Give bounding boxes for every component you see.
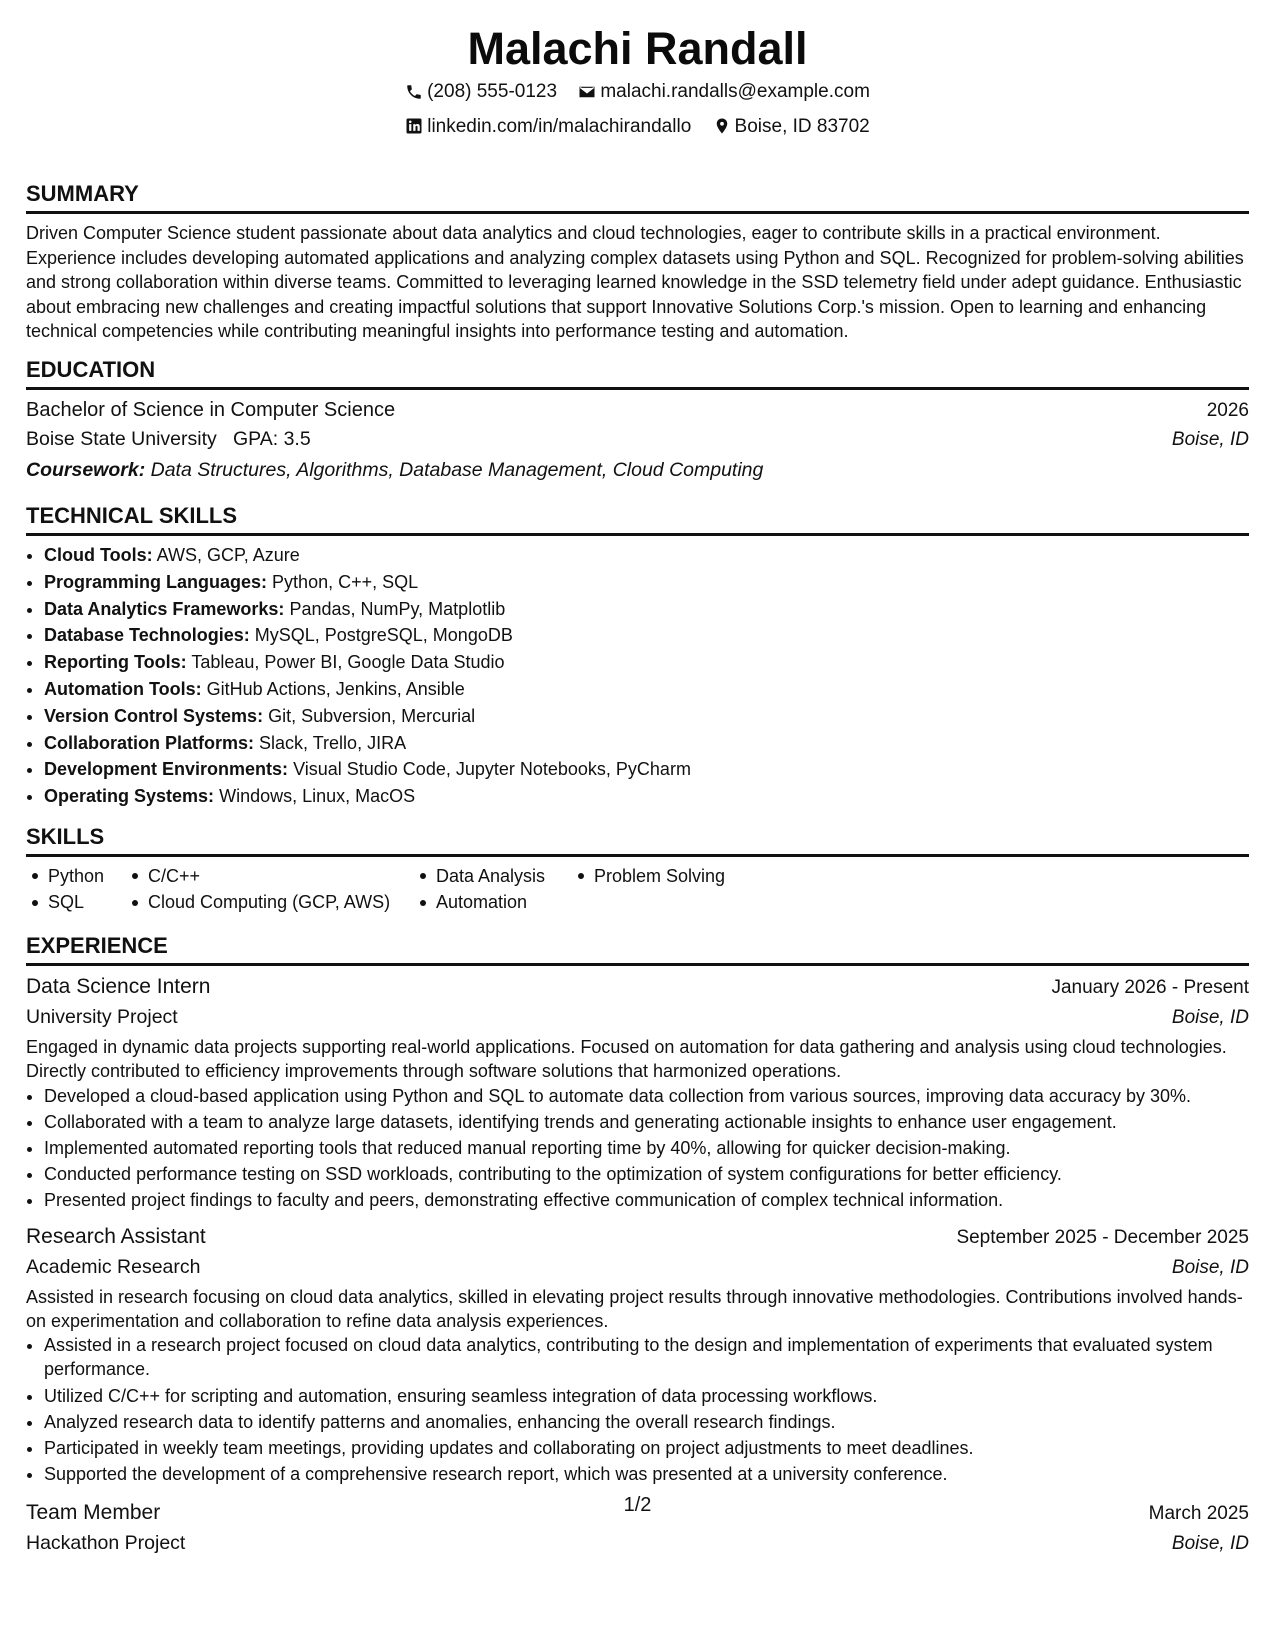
- technical-skills-heading: TECHNICAL SKILLS: [26, 503, 1249, 536]
- skill-value: Windows, Linux, MacOS: [219, 786, 416, 807]
- technical-skills-list: [26, 542, 1249, 810]
- skills-grid: [26, 863, 1249, 916]
- skill-label: Automation Tools:: [44, 678, 202, 699]
- bullet-dot: [132, 900, 138, 906]
- list-item: • Collaborated with a team to analyze large datasets, identifying trends and generating actionable insights to enhance user engagement.: [44, 1109, 1249, 1135]
- skill-text: Python: [48, 865, 105, 886]
- contact-line-2: [26, 111, 1249, 146]
- job-location: Boise, ID: [1171, 1532, 1249, 1554]
- skill-value: Slack, Trello, JIRA: [259, 732, 407, 753]
- linkedin-icon: [405, 117, 423, 135]
- bullet-dot: [32, 873, 38, 879]
- coursework-list: Data Structures, Algorithms, Database Management, Cloud Computing: [150, 458, 764, 481]
- list-item: [44, 676, 1249, 703]
- job-subheader: [26, 1252, 1249, 1282]
- education-row-2: [26, 425, 1249, 454]
- list-item: • Participated in weekly team meetings, providing updates and collaborating on project adjustments to meet deadlines.: [44, 1435, 1249, 1461]
- coursework: [26, 454, 1249, 486]
- skill-label: Database Technologies:: [44, 625, 250, 646]
- job-1: [26, 971, 1249, 1213]
- skill-value: Tableau, Power BI, Google Data Studio: [191, 652, 505, 673]
- skill-item: [26, 889, 126, 916]
- skill-text: Data Analysis: [436, 865, 546, 886]
- map-pin-icon: [713, 117, 731, 135]
- job-subheader: [26, 1002, 1249, 1032]
- skill-label: Version Control Systems:: [44, 705, 264, 726]
- skill-item: [414, 863, 572, 890]
- education-row-1: [26, 395, 1249, 425]
- job-dates: March 2025: [1148, 1502, 1249, 1524]
- skill-text: Automation: [436, 892, 528, 913]
- school-location: Boise, ID: [1171, 428, 1249, 450]
- linkedin-item[interactable]: [405, 111, 691, 142]
- resume-page: [26, 0, 1249, 1558]
- experience-heading: EXPERIENCE: [26, 933, 1249, 966]
- skill-label: Programming Languages:: [44, 571, 268, 592]
- job-subheader: [26, 1528, 1249, 1558]
- skill-text: C/C++: [148, 865, 201, 886]
- linkedin-text[interactable]: linkedin.com/in/malachirandallo: [427, 115, 692, 137]
- list-item: • Implemented automated reporting tools that reduced manual reporting time by 40%, allowing for quicker decision-making.: [44, 1135, 1249, 1161]
- list-item: [44, 783, 1249, 810]
- job-location: Boise, ID: [1171, 1256, 1249, 1278]
- skill-label: Cloud Tools:: [44, 544, 153, 565]
- summary-heading: SUMMARY: [26, 181, 1249, 214]
- skill-item: [414, 889, 572, 916]
- job-description: Assisted in research focusing on cloud data analytics, skilled in elevating project results through innovative methodologies. Contributions involved hands-on experimentation and collaboration to refine data analysis experiences.: [26, 1286, 1243, 1331]
- bullet-dot: [420, 873, 426, 879]
- job-org: University Project: [26, 1005, 178, 1028]
- location-item: [713, 111, 870, 142]
- list-item: • Conducted performance testing on SSD workloads, contributing to the optimization of system configurations for better efficiency.: [44, 1161, 1249, 1187]
- email-item[interactable]: [578, 76, 870, 107]
- list-item: [44, 569, 1249, 596]
- list-item: [44, 596, 1249, 623]
- contact-line-1: [26, 76, 1249, 111]
- phone-text: (208) 555-0123: [427, 81, 558, 102]
- job-title: Data Science Intern: [26, 974, 211, 998]
- list-item: • Supported the development of a comprehensive research report, which was presented at a university conference.: [44, 1461, 1249, 1487]
- list-item: [44, 703, 1249, 730]
- job-dates: September 2025 - December 2025: [956, 1226, 1249, 1248]
- envelope-icon: [578, 83, 596, 101]
- job-location: Boise, ID: [1171, 1006, 1249, 1028]
- location-text: Boise, ID 83702: [734, 115, 870, 137]
- bullet-dot: [132, 873, 138, 879]
- graduation-year: 2026: [1206, 399, 1249, 421]
- skill-label: Reporting Tools:: [44, 652, 187, 673]
- skill-value: Git, Subversion, Mercurial: [268, 705, 476, 726]
- skill-value: MySQL, PostgreSQL, MongoDB: [254, 625, 513, 646]
- skill-item: [126, 889, 414, 916]
- bullet-dot: [420, 900, 426, 906]
- skill-value: AWS, GCP, Azure: [156, 544, 300, 565]
- skill-value: GitHub Actions, Jenkins, Ansible: [206, 678, 465, 699]
- job-title: Research Assistant: [26, 1224, 206, 1248]
- list-item: • Analyzed research data to identify patterns and anomalies, enhancing the overall research findings.: [44, 1409, 1249, 1435]
- skill-text: Problem Solving: [594, 865, 726, 886]
- job-description: Engaged in dynamic data projects supporting real-world applications. Focused on automation for data gathering and analysis using cloud technologies. Directly contributed to efficiency improvements through software solutions that harmonized operations.: [26, 1036, 1227, 1081]
- phone-icon: [405, 83, 423, 101]
- skill-label: Operating Systems:: [44, 786, 215, 807]
- skill-value: Pandas, NumPy, Matplotlib: [289, 598, 506, 619]
- job-header: [26, 971, 1249, 1002]
- school-name: Boise State University: [26, 427, 217, 450]
- job-bullets: [26, 1083, 1249, 1213]
- job-dates: January 2026 - Present: [1051, 976, 1249, 998]
- skills-heading: SKILLS: [26, 824, 1249, 857]
- skill-value: Visual Studio Code, Jupyter Notebooks, PyCharm: [293, 759, 691, 780]
- phone-item: [405, 76, 557, 107]
- list-item: [44, 756, 1249, 783]
- skill-item: [126, 863, 414, 890]
- job-title: Team Member: [26, 1500, 161, 1524]
- candidate-name: Malachi Randall: [467, 23, 808, 74]
- job-header: [26, 1221, 1249, 1252]
- skill-item: [26, 863, 126, 890]
- list-item: [44, 542, 1249, 569]
- coursework-label: Coursework:: [26, 458, 146, 481]
- list-item: [44, 730, 1249, 757]
- job-2: [26, 1221, 1249, 1487]
- skill-label: Collaboration Platforms:: [44, 732, 255, 753]
- bullet-dot: [578, 873, 584, 879]
- degree: Bachelor of Science in Computer Science: [26, 398, 396, 421]
- skill-item: [572, 863, 772, 890]
- skill-text: Cloud Computing (GCP, AWS): [148, 892, 391, 913]
- email-text[interactable]: malachi.randalls@example.com: [600, 81, 870, 102]
- school-info: [26, 425, 311, 454]
- education-heading: EDUCATION: [26, 357, 1249, 390]
- skill-label: Data Analytics Frameworks:: [44, 598, 285, 619]
- list-item: • Utilized C/C++ for scripting and automation, ensuring seamless integration of data processing workflows.: [44, 1383, 1249, 1409]
- bullet-dot: [32, 900, 38, 906]
- page-number: 1/2: [623, 1494, 652, 1516]
- job-org: Hackathon Project: [26, 1531, 186, 1554]
- job-org: Academic Research: [26, 1255, 201, 1278]
- skill-text: SQL: [48, 892, 85, 913]
- skill-value: Python, C++, SQL: [272, 571, 419, 592]
- list-item: • Presented project findings to faculty and peers, demonstrating effective communication of complex technical information.: [44, 1187, 1249, 1213]
- list-item: [44, 649, 1249, 676]
- summary-text: Driven Computer Science student passionate about data analytics and cloud technologies, eager to contribute skills in a practical environment. Experience includes developing automated applications and analyzing complex datasets using Python and SQL. Recognized for problem-solving abilities and strong collaboration within diverse teams. Committed to leveraging learned knowledge in the SSD telemetry field under adept guidance. Enthusiastic about embracing new challenges and creating impactful solutions that support Innovative Solutions Corp.'s mission. Open to learning and enhancing technical competencies while contributing meaningful insights into performance testing and automation.: [26, 223, 1244, 342]
- job-bullets: [26, 1333, 1249, 1487]
- gpa: GPA: 3.5: [233, 427, 311, 450]
- list-item: • Developed a cloud-based application using Python and SQL to automate data collection from various sources, improving data accuracy by 30%.: [44, 1083, 1249, 1109]
- skill-label: Development Environments:: [44, 759, 289, 780]
- list-item: • Assisted in a research project focused on cloud data analytics, contributing to the design and implementation of experiments that evaluated system performance.: [44, 1333, 1249, 1381]
- list-item: [44, 622, 1249, 649]
